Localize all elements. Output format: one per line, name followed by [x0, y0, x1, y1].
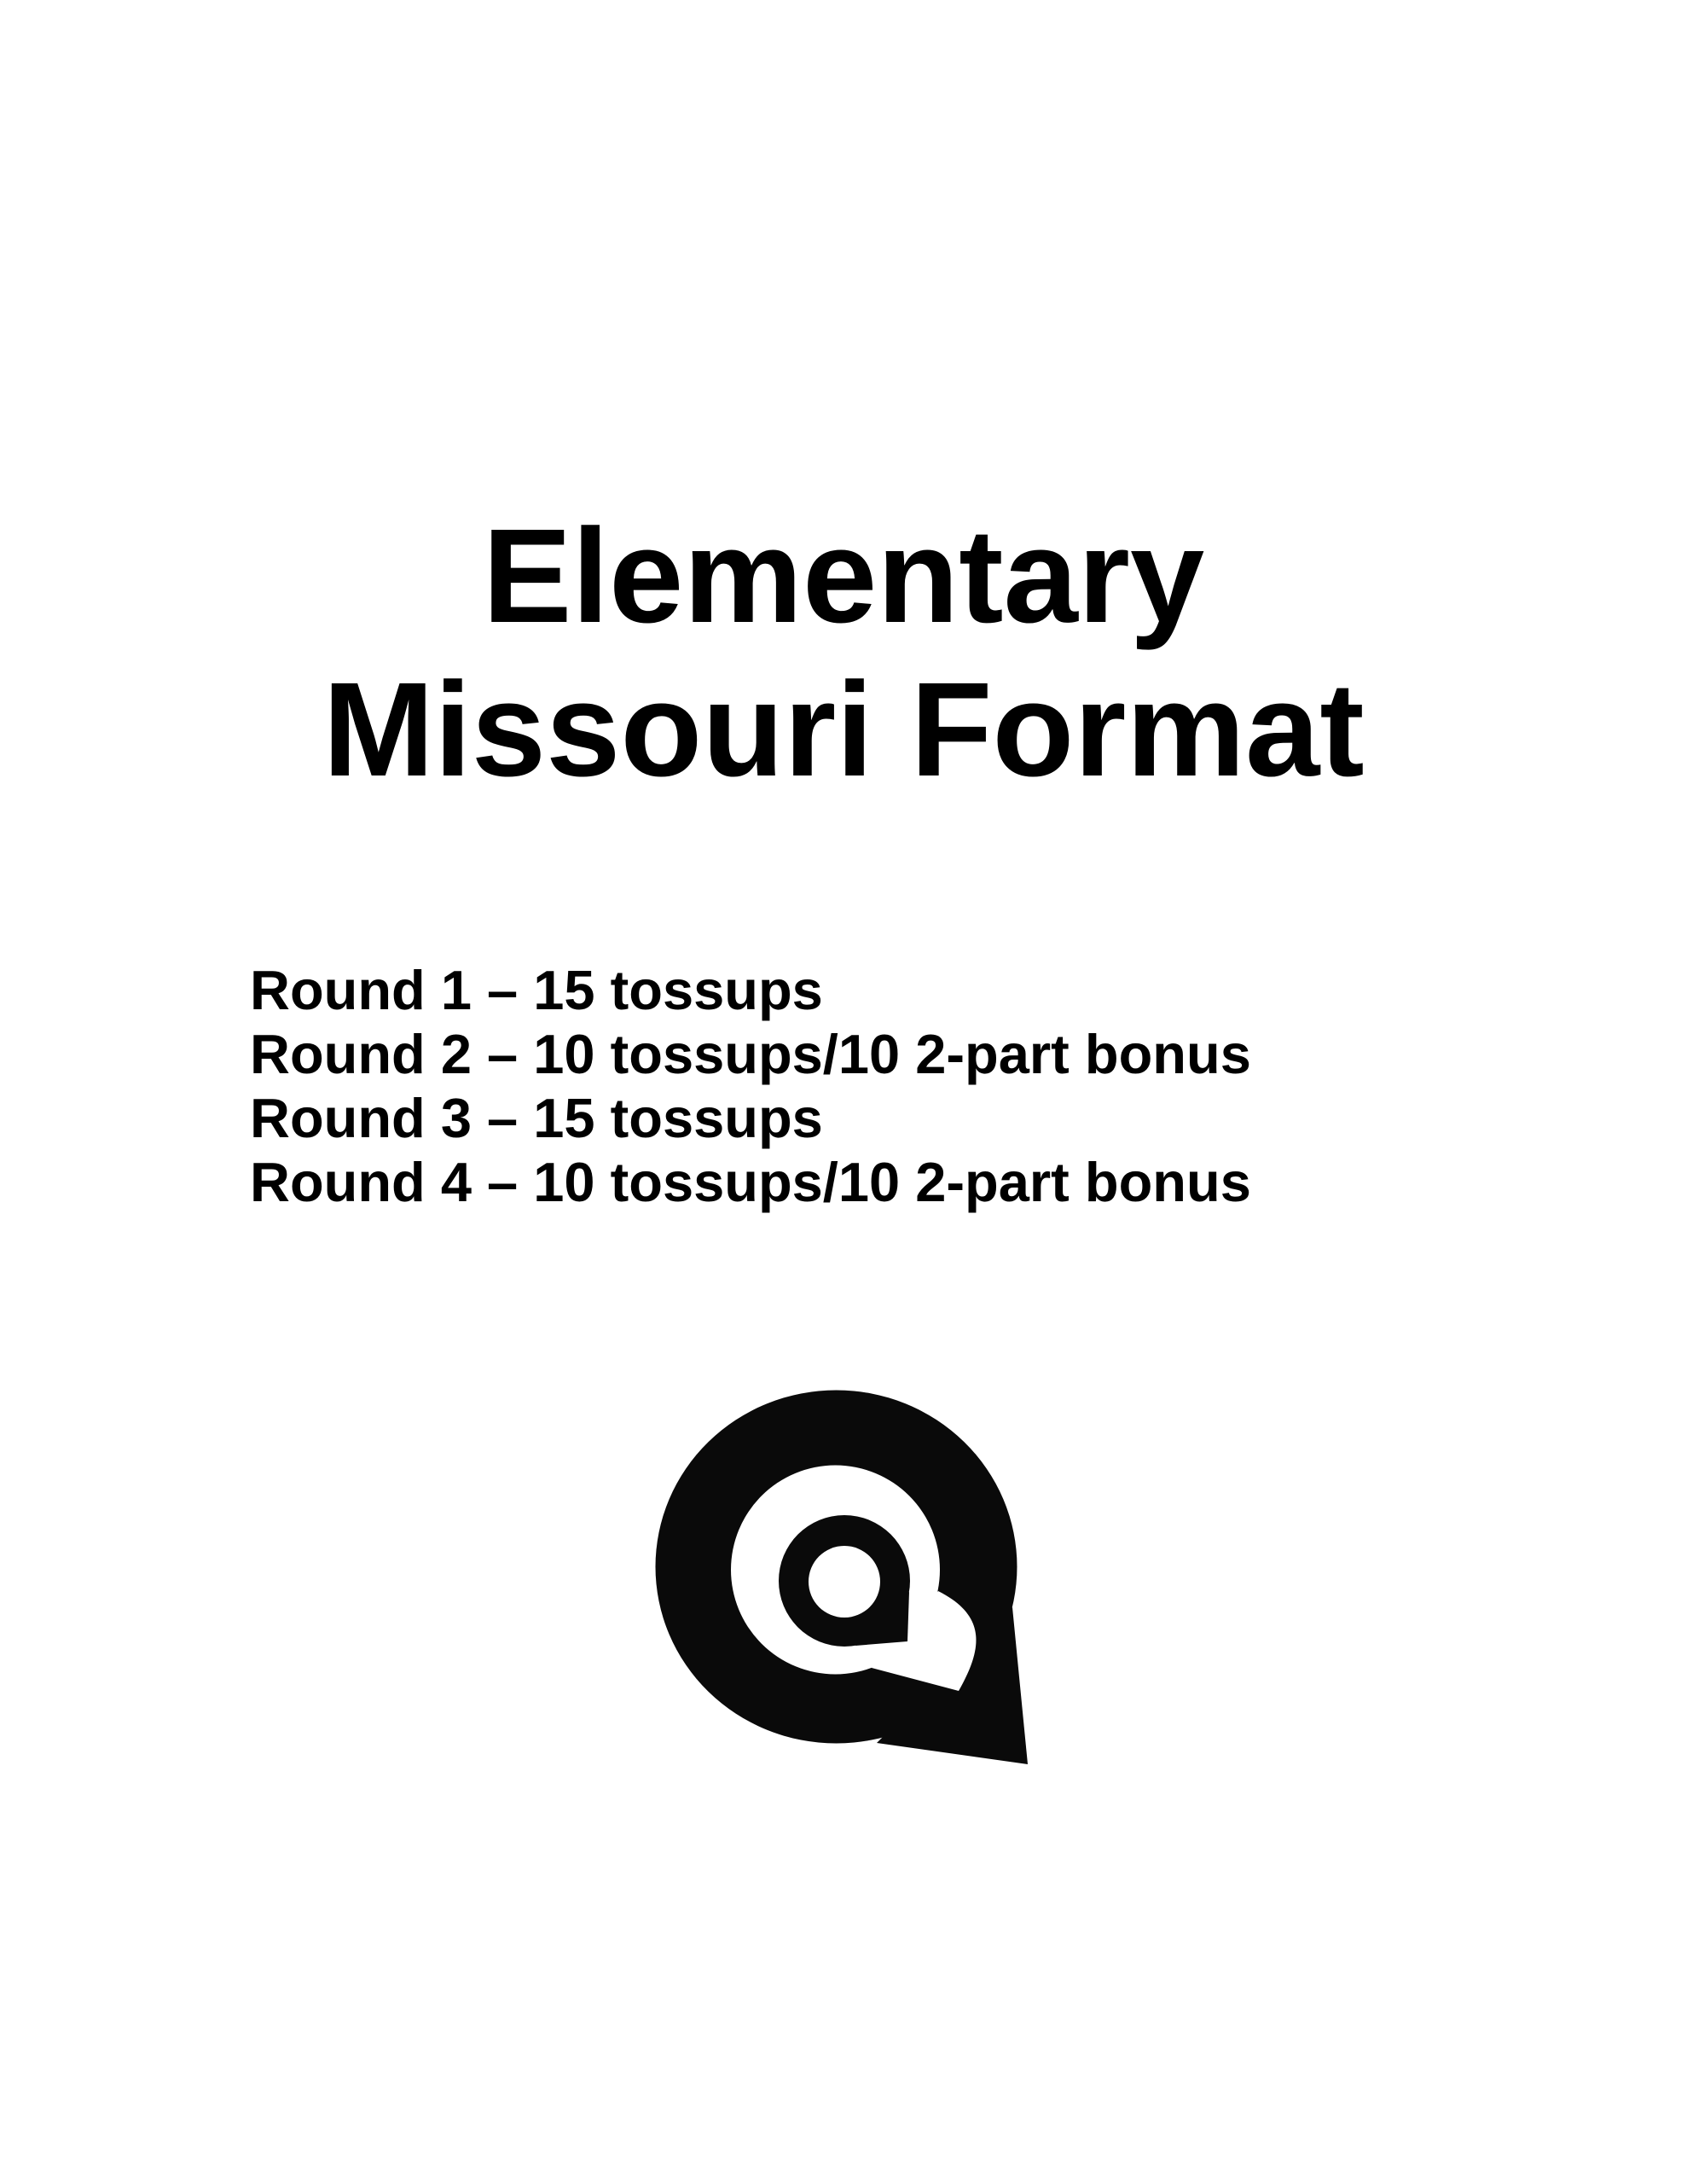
round-line-2: Round 2 – 10 tossups/10 2-part bonus: [250, 1023, 1251, 1085]
logo-center-hole: [809, 1546, 880, 1618]
title-line-1: Elementary: [482, 502, 1205, 651]
round-line-3: Round 3 – 15 tossups: [250, 1087, 823, 1149]
round-line-4: Round 4 – 10 tossups/10 2-part bonus: [250, 1151, 1251, 1213]
rounds-list: [250, 958, 1251, 1214]
title-line-2: Missouri Format: [322, 655, 1365, 804]
round-line-1: Round 1 – 15 tossups: [250, 959, 823, 1021]
q-speech-bubble-logo: [652, 1387, 1036, 1771]
page-title: [0, 500, 1687, 807]
